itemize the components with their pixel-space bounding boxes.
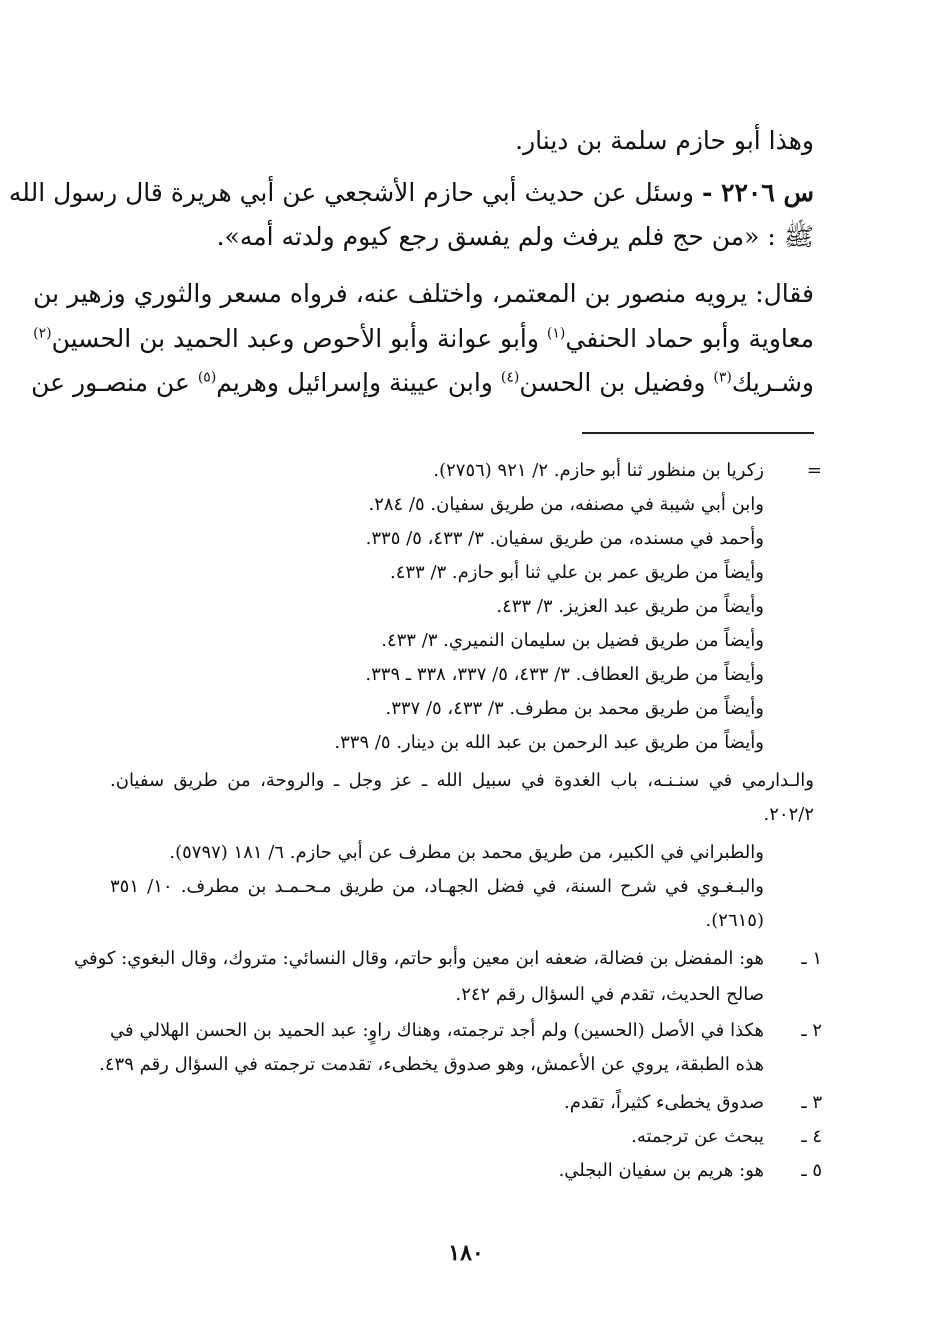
- footnote-number-4: ٤ ـ: [801, 1126, 822, 1147]
- tabarani-line: والطبراني في الكبير، من طريق محمد بن مطرف عن أبي حازم. ٦/ ١٨١ (٥٧٩٧).: [169, 842, 764, 863]
- footnote-divider: [582, 432, 814, 434]
- question-text-1: وسئل عن حديث أبي حازم الأشجعي عن أبي هريرة قال رسول الله: [8, 178, 694, 207]
- answer-text: وأبو عوانة وأبو الأحوص وعبد الحميد بن الحسين: [51, 324, 547, 353]
- footnote-ref-4: (٤): [500, 369, 520, 386]
- page-number: ١٨٠: [448, 1240, 484, 1266]
- footnote-5-line-1: هو: هريم بن سفيان البجلي.: [558, 1160, 764, 1181]
- darimi-line-2: ٢٠٢/٢.: [763, 804, 814, 825]
- footnote-continuation-line: وأيضاً من طريق عبد العزيز. ٣/ ٤٣٣.: [496, 596, 764, 617]
- answer-line-1: فقال: يرويه منصور بن المعتمر، واختلف عنه، فرواه مسعر والثوري وزهير بن: [33, 279, 814, 308]
- footnote-number-3: ٣ ـ: [801, 1092, 822, 1113]
- footnote-ref-2: (٢): [33, 325, 52, 342]
- footnote-continuation-line: وأيضاً من طريق عبد الرحمن بن عبد الله بن دينار. ٥/ ٣٣٩.: [334, 732, 764, 753]
- footnote-continuation-line: وأيضاً من طريق فضيل بن سليمان النميري. ٣/ ٤٣٣.: [381, 630, 764, 651]
- baghawi-line-2: (٢٦١٥).: [705, 910, 764, 931]
- footnote-1-line-2: صالح الحديث، تقدم في السؤال رقم ٢٤٢.: [455, 984, 764, 1005]
- footnote-number-2: ٢ ـ: [801, 1020, 822, 1041]
- footnote-3-line-1: صدوق يخطىء كثيراً، تقدم.: [563, 1092, 764, 1113]
- footnote-number-1: ١ ـ: [801, 948, 822, 969]
- answer-text: وفضيل بن الحسن: [519, 368, 714, 397]
- footnote-continuation-line: وابن أبي شيبة في مصنفه، من طريق سفيان. ٥/ ٢٨٤.: [368, 494, 764, 515]
- footnote-1-line-1: هو: المفضل بن فضالة، ضعفه ابن معين وأبو حاتم، وقال النسائي: متروك، وقال البغوي: كوفي: [74, 948, 764, 969]
- footnote-continuation-line: وأيضاً من طريق العطاف. ٣/ ٤٣٣، ٥/ ٣٣٧، ٣٣٨ ـ ٣٣٩.: [365, 664, 764, 685]
- answer-text: معاوية وأبو حماد الحنفي: [565, 324, 814, 353]
- footnote-2-line-2: هذه الطبقة، يروي عن الأعمش، وهو صدوق يخطىء، تقدمت ترجمته في السؤال رقم ٤٣٩.: [99, 1054, 764, 1075]
- footnote-2-line-1: هكذا في الأصل (الحسين) ولم أجد ترجمته، وهناك راوٍ: عبد الحميد بن الحسن الهلالي في: [110, 1020, 764, 1041]
- footnote-continuation-line: وأيضاً من طريق عمر بن علي ثنا أبو حازم. ٣/ ٤٣٣.: [389, 562, 764, 583]
- intro-line: وهذا أبو حازم سلمة بن دينار.: [515, 126, 814, 155]
- question-line-2: ﷺ : «من حج فلم يرفث ولم يفسق رجع كيوم ولدته أمه».: [216, 222, 814, 251]
- answer-line-2: [33, 320, 814, 358]
- footnote-continuation-line: وأيضاً من طريق محمد بن مطرف. ٣/ ٤٣٣، ٥/ ٣٣٧.: [385, 698, 764, 719]
- answer-text: وابن عيينة وإسرائيل وهريم: [216, 368, 501, 397]
- question-line-1: [8, 174, 814, 212]
- footnote-continuation-line: وأحمد في مسنده، من طريق سفيان. ٣/ ٤٣٣، ٥/ ٣٣٥.: [365, 528, 764, 549]
- continuation-mark: =: [806, 460, 822, 481]
- footnote-4-line-1: يبحث عن ترجمته.: [631, 1126, 764, 1147]
- answer-text: وشـريك: [731, 368, 814, 397]
- baghawi-line-1: والبـغـوي في شرح السنة، في فضل الجهـاد، من طريق مـحـمـد بن مطرف. ١٠/ ٣٥١: [110, 876, 764, 897]
- darimi-line-1: والـدارمي في سنـنـه، باب الغدوة في سبيل الله ـ عز وجل ـ والروحة، من طريق سفيان.: [110, 770, 814, 791]
- footnote-ref-1: (١): [546, 325, 566, 342]
- footnote-number-5: ٥ ـ: [801, 1160, 822, 1181]
- question-number: س ٢٢٠٦ -: [701, 178, 814, 207]
- answer-text: عن منصـور عن: [31, 368, 198, 397]
- footnote-continuation-line: زكريا بن منظور ثنا أبو حازم. ٢/ ٩٢١ (٢٧٥٦).: [433, 460, 764, 481]
- answer-line-3: [31, 364, 814, 402]
- footnote-ref-5: (٥): [197, 369, 217, 386]
- footnote-ref-3: (٣): [713, 369, 732, 386]
